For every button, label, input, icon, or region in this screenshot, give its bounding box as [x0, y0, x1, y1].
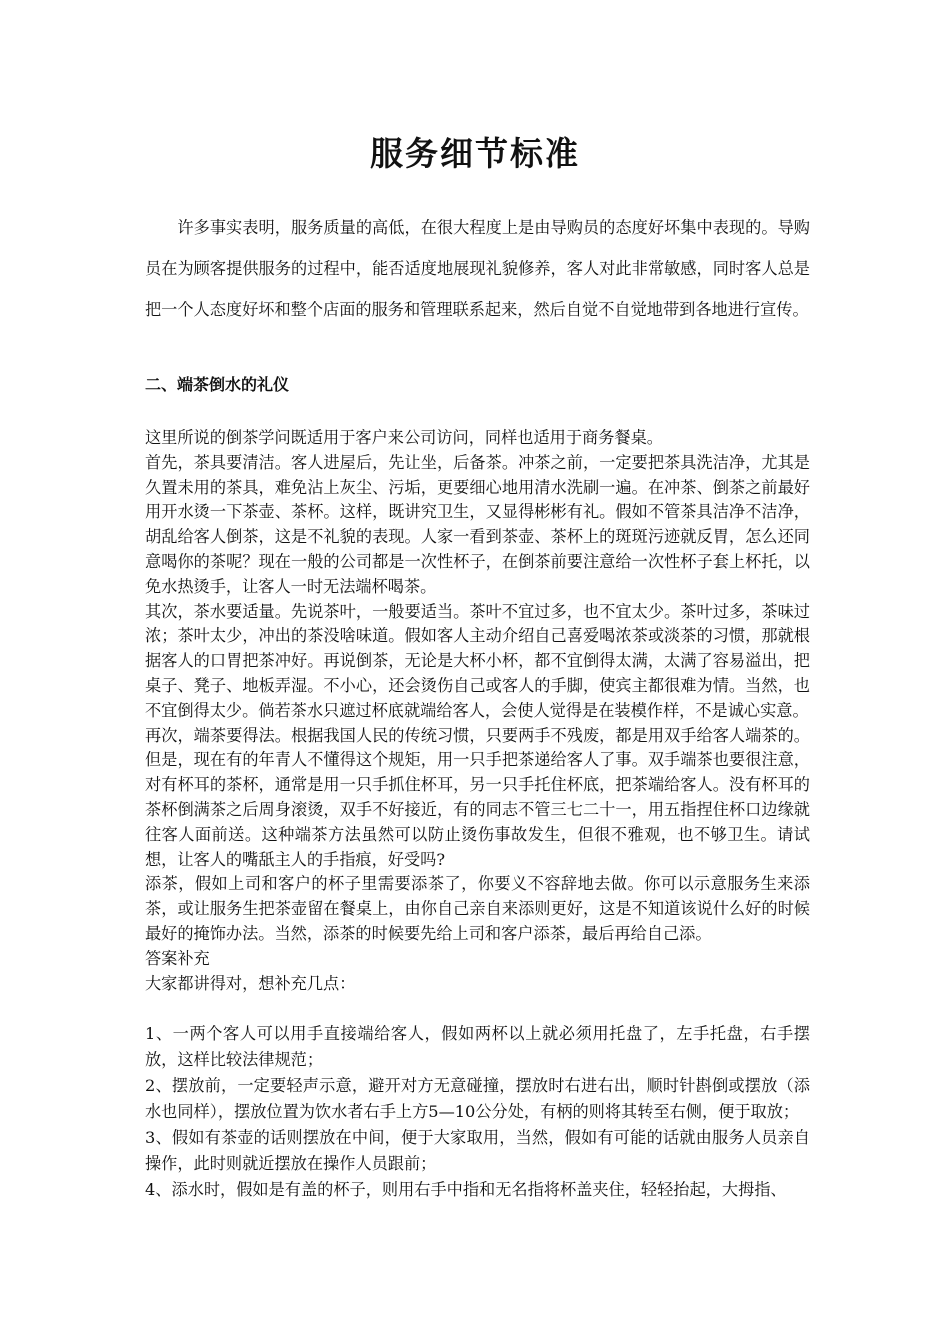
body-paragraph: 大家都讲得对，想补充几点：	[145, 973, 356, 993]
body-paragraph: 其次，茶水要适量。先说茶叶，一般要适当。茶叶不宜过多，也不宜太少。茶叶过多，茶味过浓；茶叶太少，冲出的茶没啥味道。假如客人主动介绍自己喜爱喝浓茶或淡茶的习惯，那就根据客人的口胃把茶冲好。再说倒茶，无论是大杯小杯，都不宜倒得太满，太满了容易溢出，把桌子、凳子、地板弄湿。不小心，还会烫伤自己或客人的手脚，使宾主都很难为情。当然，也不宜倒得太少。倘若茶水只遮过杯底就端给客人，会使人觉得是在装模作样，不是诚心实意。	[145, 601, 810, 720]
supplement-list	[145, 1021, 810, 1203]
list-item: 2、摆放前，一定要轻声示意，避开对方无意碰撞，摆放时右进右出，顺时针斟倒或摆放（添水也同样），摆放位置为饮水者右手上方5—10公分处，有柄的则将其转至右侧，便于取放；	[145, 1076, 810, 1121]
body-paragraph: 添茶，假如上司和客户的杯子里需要添茶了，你要义不容辞地去做。你可以示意服务生来添茶，或让服务生把茶壶留在餐桌上，由你自己亲自来添则更好，这是不知道该说什么好的时候最好的掩饰办法。当然，添茶的时候要先给上司和客户添茶，最后再给自己添。	[145, 874, 810, 943]
intro-section	[145, 207, 810, 330]
body-paragraph: 首先，茶具要清洁。客人进屋后，先让坐，后备茶。冲茶之前，一定要把茶具洗洁净，尤其是久置未用的茶具，难免沾上灰尘、污垢，更要细心地用清水洗刷一遍。在冲茶、倒茶之前最好用开水烫一下茶壶、茶杯。这样，既讲究卫生，又显得彬彬有礼。假如不管茶具洁净不洁净，胡乱给客人倒茶，这是不礼貌的表现。人家一看到茶壶、茶杯上的斑斑污迹就反胃，怎么还同意喝你的茶呢？现在一般的公司都是一次性杯子，在倒茶前要注意给一次性杯子套上杯托，以免水热烫手，让客人一时无法端杯喝茶。	[145, 452, 810, 596]
body-paragraph: 这里所说的倒茶学问既适用于客户来公司访问，同样也适用于商务餐桌。	[145, 428, 663, 447]
section-heading: 二、端茶倒水的礼仪	[145, 375, 290, 394]
answer-supplement-label: 答案补充	[145, 948, 210, 968]
intro-paragraph: 许多事实表明，服务质量的高低，在很大程度上是由导购员的态度好坏集中表现的。导购员在为顾客提供服务的过程中，能否适度地展现礼貌修养，客人对此非常敏感，同时客人总是把一个人态度好坏和整个店面的服务和管理联系起来，然后自觉不自觉地带到各地进行宣传。	[145, 218, 810, 319]
list-item: 1、一两个客人可以用手直接端给客人，假如两杯以上就必须用托盘了，左手托盘，右手摆放，这样比较法律规范；	[145, 1024, 810, 1069]
section-body	[145, 426, 810, 996]
list-item: 3、假如有茶壶的话则摆放在中间，便于大家取用，当然，假如有可能的话就由服务人员亲自操作，此时则就近摆放在操作人员跟前；	[145, 1128, 810, 1173]
body-paragraph: 再次，端茶要得法。根据我国人民的传统习惯，只要两手不残废，都是用双手给客人端茶的。但是，现在有的年青人不懂得这个规矩，用一只手把茶递给客人了事。双手端茶也要很注意，对有杯耳的茶杯，通常是用一只手抓住杯耳，另一只手托住杯底，把茶端给客人。没有杯耳的茶杯倒满茶之后周身滚烫，双手不好接近，有的同志不管三七二十一，用五指捏住杯口边缘就往客人面前送。这种端茶方法虽然可以防止烫伤事故发生，但很不雅观，也不够卫生。请试想，让客人的嘴舐主人的手指痕，好受吗?	[145, 725, 810, 869]
document-title: 服务细节标准	[370, 134, 580, 173]
list-item: 4、添水时，假如是有盖的杯子，则用右手中指和无名指将杯盖夹住，轻轻抬起，大拇指、	[145, 1180, 787, 1199]
